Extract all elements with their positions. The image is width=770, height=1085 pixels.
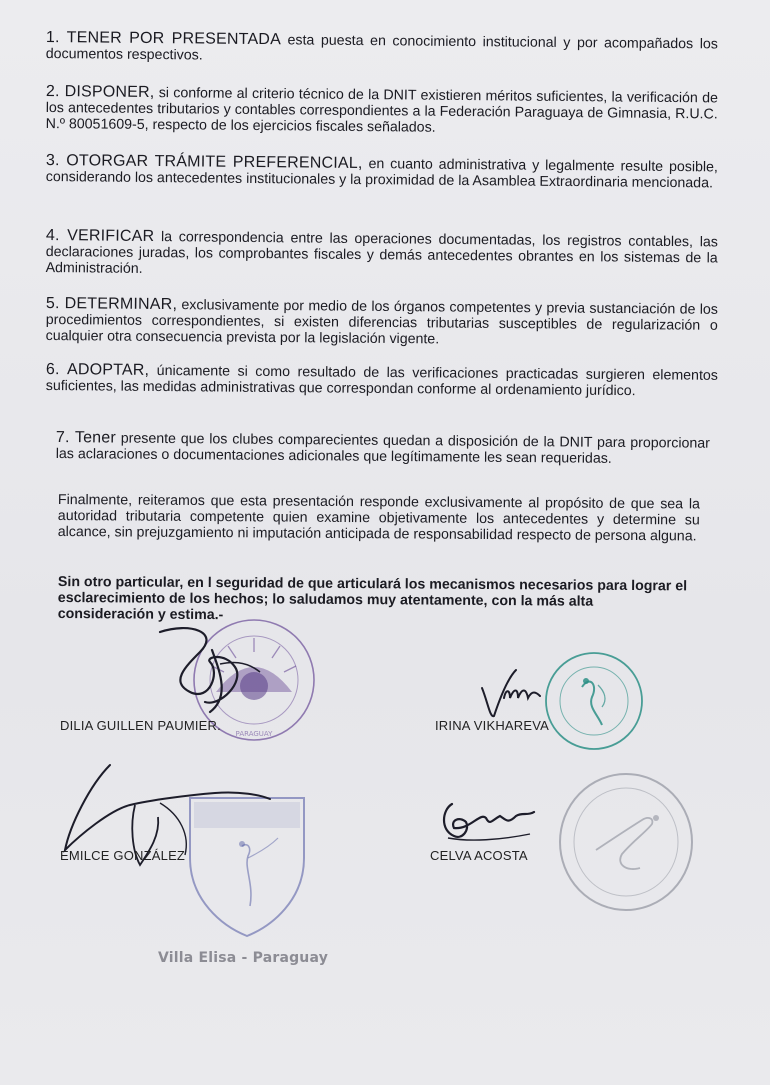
clause-text: en cuanto administrativa y legalmente resulte posible, considerando los antecedentes institucionales y la proximidad de la Asamblea Extraordinaria mencionada. [45, 156, 718, 192]
clause-text: esta puesta en conocimiento institucional y por acompañados los documentos respectivos. [45, 32, 718, 64]
signatory-name-irina: IRINA VIKHAREVA [435, 718, 550, 733]
clause-lead: 5. DETERMINAR, [45, 295, 178, 314]
clause-2 [46, 84, 718, 138]
clause-lead: 7. Tener [55, 429, 117, 447]
clause-6 [46, 362, 718, 400]
closing-paragraph [58, 492, 700, 544]
clause-7 [56, 430, 710, 468]
clause-lead: 6. ADOPTAR, [45, 361, 150, 379]
clause-3 [46, 153, 718, 191]
clause-text: la correspondencia entre las operaciones documentadas, los registros contables, las declaraciones juradas, los comprobantes fiscales y demás antecedentes obrantes en los sistemas de la Administración. [45, 229, 718, 277]
clause-lead: 2. DISPONER, [45, 83, 155, 102]
clause-1 [46, 30, 718, 68]
salutation-text: Sin otro particular, en l seguridad de que articulará los mecanismos necesarios para lograr el esclarecimiento de los hechos; lo saludamos muy atentamente, con la más alta consideración y estima.- [57, 574, 688, 624]
clause-text: exclusivamente por medio de los órganos competentes y previa sustanciación de los procedimientos correspondientes, si existen diferencias tributarias susceptibles de regularización o cualquier otra consecuencia prevista por la legislación vigente. [45, 297, 718, 348]
svg-text:PARAGUAY: PARAGUAY [235, 730, 273, 738]
clause-text: presente que los clubes comparecientes quedan a disposición de la DNIT para proporcionar las aclaraciones o documentaciones adicionales que legítimamente les sean requeridas. [55, 430, 710, 467]
clause-text: si conforme al criterio técnico de la DNIT existieren méritos suficientes, la verificación de los antecedentes tributarios y contables correspondientes a la Federación Paraguaya de Gimnasia, R.U.C. N.º 80051609-5, respecto de los ejercicios fiscales señalados. [45, 85, 718, 136]
clause-5 [46, 296, 718, 350]
celva-academy-stamp [556, 770, 696, 915]
signatory-name-emilce: EMILCE GONZÁLEZ [60, 848, 186, 863]
clause-lead: 4. VERIFICAR [45, 227, 155, 246]
clause-text: únicamente si como resultado de las verificaciones practicadas surgieren elementos suficientes, las medidas administrativas que correspondan conforme al ordenamiento jurídico. [45, 362, 718, 400]
dilia-signature [150, 612, 300, 722]
signatory-name-dilia: DILIA GUILLEN PAUMIER. [60, 718, 221, 733]
clause-lead: 3. OTORGAR TRÁMITE PREFERENCIAL, [45, 152, 363, 173]
emilce-signature [40, 755, 290, 885]
clause-4 [46, 228, 718, 282]
irina-stamp [542, 645, 646, 755]
clause-lead: 1. TENER POR PRESENTADA [45, 29, 282, 49]
signatory-name-celva: CELVA ACOSTA [430, 848, 528, 863]
celva-signature [430, 790, 550, 850]
closing-text: Finalmente, reiteramos que esta presentación responde exclusivamente al propósito de que sea la autoridad tributaria competente quien examine objetivamente los antecedentes y determine su alcance, sin prejuzgamiento ni imputación anticipada de responsabilidad respecto de persona alguna. [57, 492, 700, 545]
place-footer: Villa Elisa - Paraguay [158, 950, 329, 966]
